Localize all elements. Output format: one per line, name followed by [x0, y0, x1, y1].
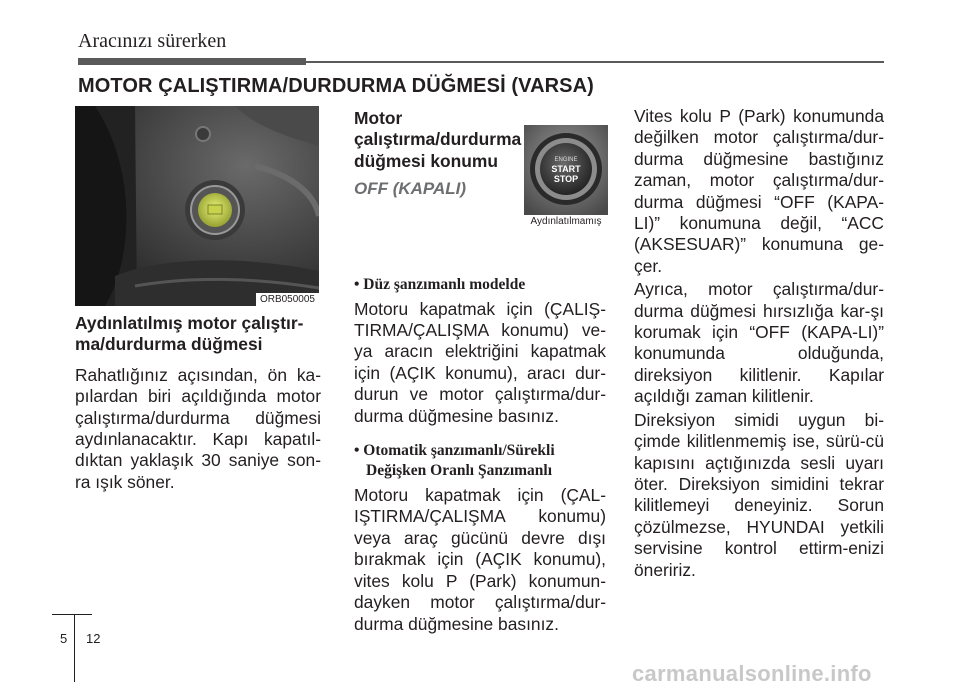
- manual-transmission-text: Motoru kapatmak için (ÇALIŞ-TIRMA/ÇALIŞMA konumu) ve-ya aracın elektriğini kapatmak için (AÇIK konumu), aracı dur-durun ve motor çalıştırma/dur-durma düğmesine basınız.: [354, 298, 606, 426]
- footer-divider: [74, 614, 75, 682]
- running-header: Aracınızı sürerken: [78, 30, 227, 52]
- header-rule-thin: [306, 61, 884, 63]
- paragraph-acc-position: Vites kolu P (Park) konumunda değilken motor çalıştırma/dur-durma düğmesine bastığınız zaman, motor çalıştırma/dur-durma düğmesi “OFF (KAPA-LI)” konumuna değil, “ACC (AKSESUAR)” konumuna ge-çer.: [634, 106, 884, 276]
- dashboard-illustration: [75, 106, 319, 306]
- paragraph-steering-lock: Ayrıca, motor çalıştırma/dur-durma düğmesi hırsızlığa kar-şı korumak için “OFF (KAPA-LI)” konumunda olduğunda, direksiyon kilitlenir. Kapılar açıldığı zaman kilitlenir.: [634, 279, 884, 407]
- start-stop-button-image: [524, 125, 608, 215]
- page-number: 12: [86, 631, 101, 646]
- paragraph-warning-chime: Direksiyon simidi uygun bi-çimde kilitlenmemiş ise, sürü-cü kapısını açtığınızda sesli uyarı öter. Direksiyon simidini tekrar kilitlemeyi deneyiniz. Sorun çözülmezse, HYUNDAI yetkili servisine kontrol ettirm-enizi öneririz.: [634, 409, 884, 580]
- automatic-transmission-bullet: • Otomatik şanzımanlı/Sürekli: [354, 442, 555, 460]
- footer-rule: [52, 614, 92, 615]
- button-stop-text: STOP: [553, 174, 579, 184]
- chapter-number: 5: [60, 631, 68, 646]
- button-engine-text: ENGINE: [554, 157, 578, 163]
- header-rule-thick: [78, 58, 306, 65]
- off-position-label: OFF (KAPALI): [354, 179, 467, 199]
- page-title: MOTOR ÇALIŞTIRMA/DURDURMA DÜĞMESİ (VARSA): [78, 75, 594, 97]
- column-1: [75, 313, 321, 493]
- photo-code: ORB050005: [256, 293, 319, 306]
- watermark: carmanualsonline.info: [632, 661, 872, 686]
- button-position-heading: Motor çalıştırma/durdurma düğmesi konumu: [354, 108, 522, 171]
- start-stop-button-icon: [524, 125, 608, 215]
- manual-transmission-bullet: • Düz şanzımanlı modelde: [354, 275, 526, 293]
- automatic-transmission-text: Motoru kapatmak için (ÇAL-IŞTIRMA/ÇALIŞMA konumu) veya araç gücünü devre dışı bırakmak için (AÇIK konumu), vites kolu P (Park) konumun-dayken motor çalıştırma/dur-durma düğmesine basınız.: [354, 485, 606, 634]
- illuminated-button-heading: Aydınlatılmış motor çalıştır-ma/durdurma düğmesi: [75, 313, 304, 355]
- cvt-bullet-continuation: Değişken Oranlı Şanzımanlı: [366, 462, 553, 480]
- illuminated-button-text: Rahatlığınız açısından, ön ka-pılardan biri açıldığında motor çalıştırma/durdurma düğmesi aydınlanacaktır. Kapı kapatıl-dıktan yaklaşık 30 saniye son-ra ışık söner.: [75, 364, 321, 492]
- button-start-text: START: [551, 164, 581, 174]
- column-3: [634, 106, 884, 581]
- dashboard-photo: [75, 106, 319, 306]
- button-image-caption: Aydınlatılmamış: [530, 216, 602, 227]
